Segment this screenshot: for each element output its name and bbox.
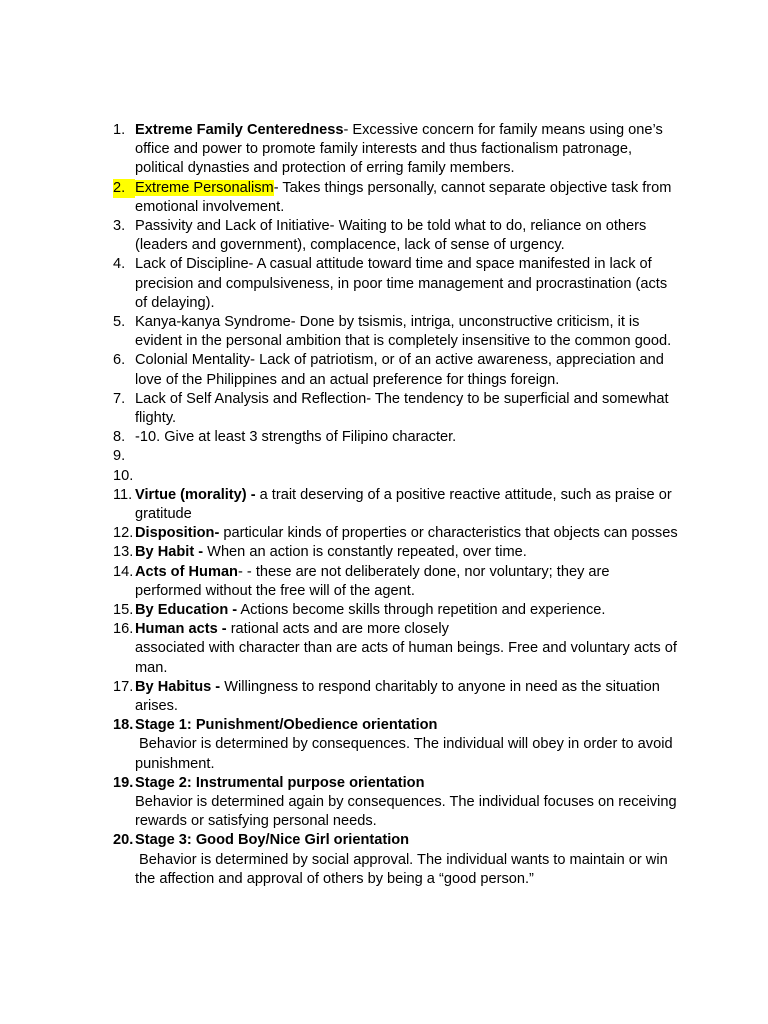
highlighted-term: Extreme Personalism — [135, 179, 274, 196]
list-item — [0, 447, 680, 466]
list-item — [0, 467, 680, 486]
stage-description: Behavior is determined by consequences. The individual will obey in order to avoid punishment. — [135, 736, 673, 772]
list-item — [0, 620, 680, 678]
item-number: 19. — [113, 774, 134, 791]
item-number: 18. — [113, 717, 134, 734]
item-number: 8. — [113, 429, 126, 446]
item-text: Willingness to respond charitably to anyone in need as the situation arises. — [135, 678, 660, 715]
list-item — [0, 601, 680, 620]
item-term: Disposition- — [135, 525, 220, 542]
stage-description: Behavior is determined again by consequences. The individual focuses on receiving rewards or satisfying personal needs. — [135, 794, 677, 830]
list-item — [0, 543, 680, 562]
item-term: Extreme Family Centeredness — [135, 122, 344, 138]
item-term: By Education - — [135, 602, 238, 619]
item-term: Virtue (morality) - — [135, 486, 256, 503]
item-text: Lack of Self Analysis and Reflection- The tendency to be superficial and somewhat flighty. — [135, 390, 669, 427]
list-item — [0, 390, 680, 428]
item-continuation: associated with character than are acts of human beings. Free and voluntary acts of man. — [135, 640, 677, 676]
item-number: 17. — [113, 678, 134, 695]
item-term: Acts of Human — [135, 563, 238, 580]
item-number: 16. — [113, 621, 134, 638]
item-number: 9. — [113, 448, 126, 465]
item-text: Lack of Discipline- A casual attitude toward time and space manifested in lack of precision and compulsiveness, in poor time management and procrastination (acts of delaying). — [135, 256, 668, 311]
item-text: particular kinds of properties or characteristics that objects can posses — [219, 525, 678, 542]
item-number: 2. — [113, 179, 135, 198]
item-number: 5. — [113, 314, 126, 331]
item-text: - - these are not deliberately done, nor voluntary; they are performed without the free will of the agent. — [135, 563, 610, 599]
item-number: 13. — [113, 544, 134, 561]
list-item — [0, 716, 680, 774]
item-text: When an action is constantly repeated, over time. — [203, 544, 527, 561]
list-item — [0, 774, 680, 832]
item-number: 3. — [113, 218, 126, 235]
item-text: a trait deserving of a positive reactive attitude, such as praise or gratitude — [135, 486, 672, 523]
stage-heading: Stage 3: Good Boy/Nice Girl orientation — [135, 832, 410, 849]
item-term: Human acts - — [135, 621, 227, 638]
stage-description: Behavior is determined by social approval. The individual wants to maintain or win the affection and approval of others by being a “good person.” — [135, 851, 668, 887]
list-item — [0, 831, 680, 889]
numbered-list — [0, 121, 680, 889]
item-number: 20. — [113, 832, 134, 849]
list-item — [0, 255, 680, 313]
list-item — [0, 313, 680, 351]
item-number: 7. — [113, 390, 126, 407]
item-number: 14. — [113, 563, 134, 580]
item-text: rational acts and are more closely — [226, 621, 449, 638]
item-text: - Takes things personally, cannot separate objective task from emotional involvement. — [135, 179, 672, 215]
list-item — [0, 428, 680, 447]
item-number: 1. — [113, 122, 126, 138]
list-item — [0, 179, 680, 217]
item-number: 4. — [113, 256, 126, 273]
item-text: Actions become skills through repetition and experience. — [237, 602, 606, 619]
item-number: 11. — [113, 486, 133, 503]
item-text: -10. Give at least 3 strengths of Filipino character. — [135, 429, 457, 446]
stage-heading: Stage 2: Instrumental purpose orientation — [135, 774, 425, 791]
list-item — [0, 351, 680, 389]
item-number: 10. — [113, 467, 134, 484]
item-number: 6. — [113, 352, 126, 369]
item-text: Kanya-kanya Syndrome- Done by tsismis, intriga, unconstructive criticism, it is evident in the personal ambition that is completely insensitive to the common good. — [135, 314, 672, 350]
list-item — [0, 678, 680, 716]
item-number: 15. — [113, 602, 134, 619]
list-item — [0, 486, 680, 524]
stage-heading: Stage 1: Punishment/Obedience orientation — [135, 717, 438, 734]
list-item — [0, 121, 680, 179]
item-number: 12. — [113, 525, 134, 542]
item-term: By Habitus - — [135, 678, 221, 695]
item-term: By Habit - — [135, 544, 204, 561]
item-text: Passivity and Lack of Initiative- Waiting to be told what to do, reliance on others (leaders and government), complacence, lack of sense of urgency. — [135, 218, 647, 254]
item-text: - Excessive concern for family means using one’s office and power to promote family interests and thus factionalism patronage, political dynasties and protection of erring family members. — [135, 122, 663, 177]
item-text: Colonial Mentality- Lack of patriotism, or of an active awareness, appreciation and love of the Philippines and an actual preference for things foreign. — [135, 352, 664, 388]
list-item — [0, 524, 680, 543]
list-item — [0, 563, 680, 601]
list-item — [0, 217, 680, 255]
